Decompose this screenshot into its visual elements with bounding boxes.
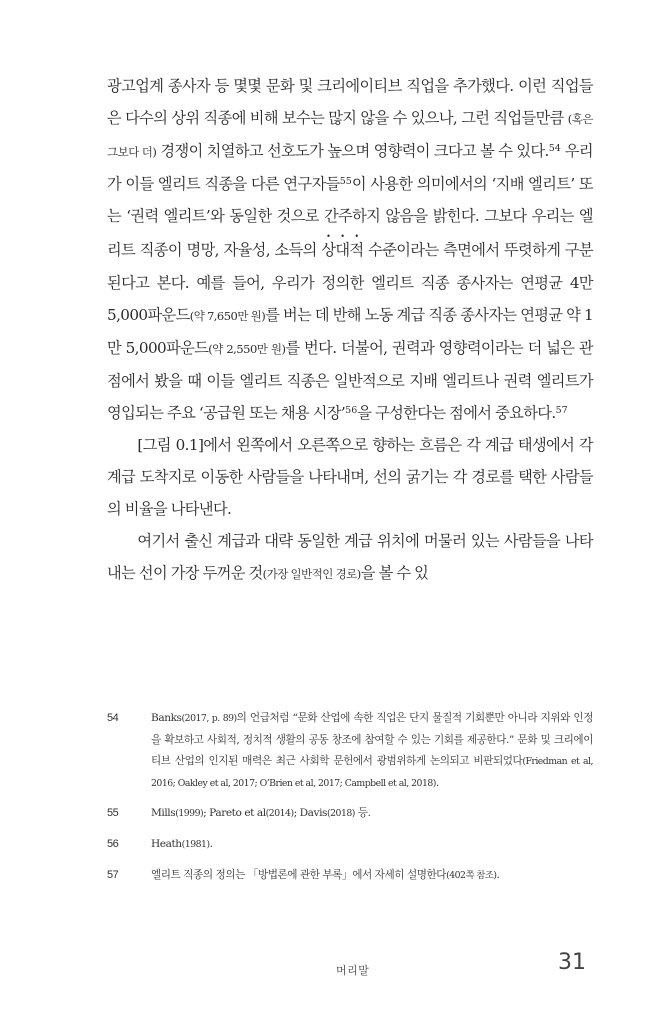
footnote-text xyxy=(151,834,593,856)
citation: (402쪽 참조) xyxy=(446,869,497,881)
body-text-span: 을 볼 수 있 xyxy=(360,564,429,583)
running-footer-section-label: 머리말 xyxy=(336,964,370,977)
footnote-text xyxy=(151,803,593,825)
body-text-span: [그림 0.1]에서 왼쪽에서 오른쪽으로 향하는 흐름은 각 계급 태생에서 각 계급 도착지로 이동한 사람들을 나타내며, 선의 굵기는 각 경로를 택한 사람들의 비율을 나타낸다. xyxy=(107,436,593,519)
footnote-text-span: 의 언급처럼 “문화 산업에 속한 직업은 단지 물질적 기회뿐만 아니라 지위와 인정을 확보하고 사회적, 정치적 생활의 공동 창조에 참여할 수 있는 기회를 제공한다.” 문화 및 크리에이티브 산업의 인지된 매력은 최근 사회학 문헌에서 광범위하게 논의되고 비판되었다 xyxy=(151,712,593,768)
citation: (2014) xyxy=(265,808,294,820)
footnote-56 xyxy=(107,834,593,856)
footnote-57 xyxy=(107,865,593,887)
footnote-55 xyxy=(107,803,593,825)
citation: (1999) xyxy=(175,808,204,820)
paragraph-1 xyxy=(107,70,593,429)
footnote-text-span: Banks xyxy=(151,712,182,724)
page-number: 31 xyxy=(558,950,586,975)
citation: (1981) xyxy=(181,838,210,850)
body-text-span: 우리가 이들 엘리트 직종을 다른 연구자들 xyxy=(107,142,594,194)
footnote-ref-54[interactable]: 54 xyxy=(548,143,561,155)
footnote-number: 56 xyxy=(107,837,119,850)
currency-conversion-note: (약 7,650만 원) xyxy=(189,308,266,323)
parenthetical-note: (가장 일반적인 경로) xyxy=(262,567,361,582)
main-body-text xyxy=(107,70,593,591)
footnote-text-span: 엘리트 직종의 정의는 「방법론에 관한 부록」에서 자세히 설명한다 xyxy=(151,868,447,881)
footnote-number: 54 xyxy=(107,712,119,724)
body-text-span: 를 버는 데 반해 노동 계급 직종 종사자는 연평균 약 1만 5,000파운드 xyxy=(107,305,594,357)
footnote-ref-56[interactable]: 56 xyxy=(345,404,358,416)
body-text-span: 수준이라는 측면에서 뚜렷하게 구분된다고 본다. 예를 들어, 우리가 정의한 엘리트 직종 종사자는 연평균 4만 5,000파운드 xyxy=(107,241,593,324)
body-text-span: 여기서 출신 계급과 대략 동일한 계급 위치에 머물러 있는 사람들을 나타내는 선이 가장 두꺼운 것 xyxy=(107,532,593,583)
citation: (Friedman et al, 2016; Oakley et al, 2017; O’Brien et al, 2017; Campbell et al, 2018) xyxy=(151,756,593,789)
body-text-span: 를 번다. 더불어, 권력과 영향력이라는 더 넓은 관점에서 봤을 때 이들 엘리트 직종은 일반적으로 지배 엘리트나 권력 엘리트가 영입되는 주요 ‘공급원 또는 채용 시장’ xyxy=(107,338,593,422)
footnote-text xyxy=(151,865,593,887)
citation: (2017, p. 89) xyxy=(181,713,237,724)
footnote-ref-57[interactable]: 57 xyxy=(555,404,568,416)
paragraph-3 xyxy=(107,525,593,590)
footnote-text-span: Mills xyxy=(151,807,176,820)
paragraph-2 xyxy=(107,429,593,525)
footnotes-section xyxy=(107,708,593,895)
footnote-text-span: Heath xyxy=(151,837,182,850)
footnote-text-span: 등. xyxy=(354,807,371,820)
footnote-ref-55[interactable]: 55 xyxy=(339,176,352,188)
body-text-span: 이 사용한 의미에서의 ‘지배 엘리트’ 또는 ‘권력 엘리트’와 동일한 것으로 간주하지 않음을 밝힌다. 그보다 우리는 엘리트 직종이 명망, 자율성, 소득의 xyxy=(107,175,593,260)
body-text-span: 광고업계 종사자 등 몇몇 문화 및 크리에이티브 직업을 추가했다. 이런 직업들은 다수의 상위 직종에 비해 보수는 많지 않을 수 있으나, 그런 직업들만큼 xyxy=(107,77,593,128)
currency-conversion-note: (약 2,550만 원) xyxy=(208,341,286,356)
footnote-54 xyxy=(107,708,593,794)
emphasized-word: 상대적 xyxy=(321,241,364,260)
footnote-number: 57 xyxy=(107,868,119,881)
footnote-text-span: ; Davis xyxy=(293,807,327,820)
footnote-text xyxy=(151,708,593,794)
footnote-text-span: . xyxy=(209,837,213,850)
footnote-number: 55 xyxy=(107,807,119,820)
parenthetical-note: (혹은 그보다 더) xyxy=(107,112,593,160)
body-text-span: 을 구성한다는 점에서 중요하다. xyxy=(357,403,556,422)
citation: (2018) xyxy=(327,808,355,820)
footnote-text-span: ; Pareto et al xyxy=(203,807,266,820)
footnote-text-span: . xyxy=(496,868,500,881)
body-text-span: 경쟁이 치열하고 선호도가 높으며 영향력이 크다고 볼 수 있다. xyxy=(156,142,549,161)
footnote-text-span: . xyxy=(435,776,439,789)
